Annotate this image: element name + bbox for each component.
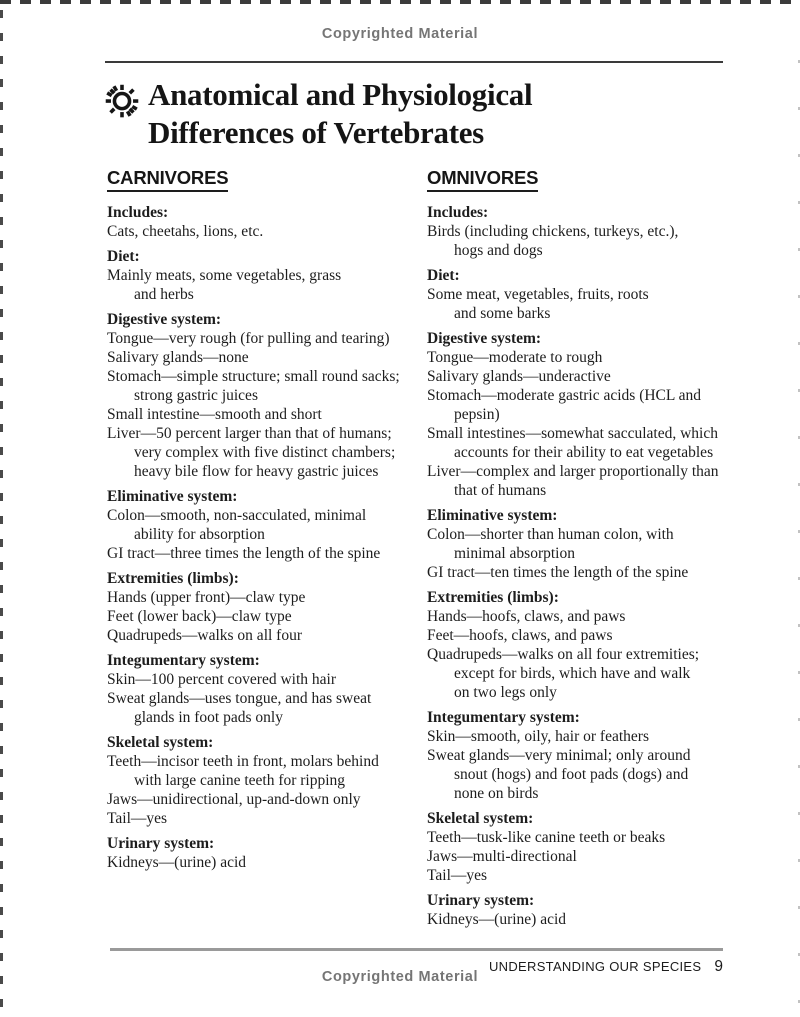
text-line: except for birds, which have and walk [454,665,691,682]
section-label: Extremities (limbs): [427,589,559,606]
text-line: Skin—100 percent covered with hair [107,671,336,688]
text-line: and some barks [454,305,551,322]
page-number: 9 [714,958,723,975]
section-label: Digestive system: [107,311,222,328]
section-label: Diet: [107,248,140,265]
text-line: Salivary glands—none [107,349,249,366]
header-rule [105,61,723,63]
text-line: Hands—hoofs, claws, and paws [427,608,626,625]
column-omnivores [427,168,762,929]
section [107,203,425,241]
section-label: Extremities (limbs): [107,570,239,587]
text-line: minimal absorption [454,545,575,562]
section-label: Urinary system: [107,835,215,852]
section [427,708,762,803]
text-line: Stomach—simple structure; small round sacks; [107,368,400,385]
section [427,809,762,885]
section-label: Includes: [107,204,169,221]
text-line: Feet (lower back)—claw type [107,608,292,625]
text-line: with large canine teeth for ripping [134,772,346,789]
text-line: snout (hogs) and foot pads (dogs) and [454,766,689,783]
text-line: Kidneys—(urine) acid [107,854,247,871]
text-line: ability for absorption [134,526,265,543]
text-line: Jaws—unidirectional, up-and-down only [107,791,361,808]
section-label: Skeletal system: [107,734,214,751]
text-line: Tail—yes [427,867,488,884]
text-line: accounts for their ability to eat vegetables [454,444,714,461]
text-line: Kidneys—(urine) acid [427,911,567,928]
text-line: Liver—50 percent larger than that of humans; [107,425,392,442]
section-label: Eliminative system: [107,488,238,505]
text-line: Sweat glands—uses tongue, and has sweat [107,690,372,707]
text-line: Stomach—moderate gastric acids (HCL and [427,387,702,404]
text-line: Colon—shorter than human colon, with [427,526,674,543]
text-line: that of humans [454,482,547,499]
section [107,651,425,727]
text-line: strong gastric juices [134,387,258,404]
section-label: Diet: [427,267,460,284]
footer-rule [110,948,723,951]
text-line: Quadrupeds—walks on all four extremities; [427,646,700,663]
text-line: Small intestines—somewhat sacculated, which [427,425,718,442]
text-line: Mainly meats, some vegetables, grass [107,267,342,284]
section [427,266,762,323]
text-line: glands in foot pads only [134,709,283,726]
text-line: Salivary glands—underactive [427,368,611,385]
footer-section-title: UNDERSTANDING OUR SPECIES [488,959,702,974]
page-title [148,76,532,152]
section-label: Eliminative system: [427,507,558,524]
section [107,247,425,304]
text-line: Small intestine—smooth and short [107,406,322,423]
section [107,834,425,872]
text-line: Quadrupeds—walks on all four [107,627,302,644]
section [427,203,762,260]
copyright-notice-bottom: Copyrighted Material [321,969,479,985]
text-line: Hands (upper front)—claw type [107,589,306,606]
section [427,506,762,582]
text-line: GI tract—three times the length of the spine [107,545,381,562]
section [107,487,425,563]
text-line: heavy bile flow for heavy gastric juices [134,463,379,480]
column-carnivores [107,168,425,872]
section [427,329,762,500]
section-label: Digestive system: [427,330,542,347]
section [107,310,425,481]
text-line: Tongue—moderate to rough [427,349,603,366]
text-line: Sweat glands—very minimal; only around [427,747,691,764]
text-line: Liver—complex and larger proportionally than [427,463,719,480]
section [427,891,762,929]
text-line: Colon—smooth, non-sacculated, minimal [107,507,367,524]
column-heading: CARNIVORES [107,168,228,192]
section-label: Integumentary system: [427,709,580,726]
section [427,588,762,702]
text-line: none on birds [454,785,539,802]
text-line: very complex with five distinct chambers; [134,444,396,461]
text-line: Some meat, vegetables, fruits, roots [427,286,649,303]
section-label: Integumentary system: [107,652,260,669]
sun-icon [101,78,143,122]
text-line: Jaws—multi-directional [427,848,577,865]
title-row [101,76,532,152]
text-line: and herbs [134,286,194,303]
section-label: Urinary system: [427,892,535,909]
text-line: Cats, cheetahs, lions, etc. [107,223,264,240]
text-line: GI tract—ten times the length of the spine [427,564,689,581]
section-label: Includes: [427,204,489,221]
section-label: Skeletal system: [427,810,534,827]
section [107,733,425,828]
section [107,569,425,645]
text-line: pepsin) [454,406,500,423]
text-line: Tail—yes [107,810,168,827]
text-line: Skin—smooth, oily, hair or feathers [427,728,649,745]
page-edge-dashes-top [0,0,800,4]
copyright-notice-top: Copyrighted Material [321,26,479,42]
text-line: Teeth—incisor teeth in front, molars behind [107,753,379,770]
page-edge-dashes-left [0,10,3,1017]
text-line: Teeth—tusk-like canine teeth or beaks [427,829,666,846]
text-line: on two legs only [454,684,557,701]
text-line: hogs and dogs [454,242,543,259]
page-title-line2: Differences of Vertebrates [148,115,484,150]
text-line: Feet—hoofs, claws, and paws [427,627,613,644]
text-line: Birds (including chickens, turkeys, etc.), [427,223,679,240]
column-heading: OMNIVORES [427,168,538,192]
page-title-line1: Anatomical and Physiological [148,77,533,112]
text-line: Tongue—very rough (for pulling and tearing) [107,330,390,347]
